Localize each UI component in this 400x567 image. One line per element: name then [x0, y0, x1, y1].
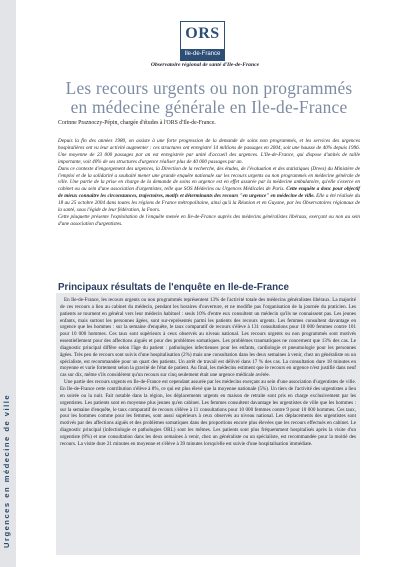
observatory-name: Observatoire régional de santé d'Ile-de-France	[150, 62, 260, 68]
results-paragraph: En Ile-de-France, les recours urgents ou non programmés représentent 13% de l'activité totale des médecins généralistes libéraux. La majorité de ces recours a lieu au cabinet du médecin, pendant les horaires d'ouverture, et ne modifie pas l'organisation de la journée du praticien. Les patients se tournent en général vers leur médecin habituel : seuls 10% d'entre eux consultent un médecin qu'ils ne connaissent pas. Les jeunes enfants, mais surtout les personnes âgées, sont sur-représentés parmi les patients des recours urgents. Les femmes consultent davantage en urgence que les hommes : sur la semaine d'enquête, le taux comparatif de recours s'élève à 131 consultations pour 10 000 femmes contre 101 pour 10 000 hommes. Ces taux sont supérieurs à ceux observés au niveau national. Les recours urgents ou non programmés sont motivés essentiellement pour des affections aiguës et pour des problèmes somatiques. Les problèmes traumatiques ne concernent que 13% des cas. Le diagnostic principal diffère selon l'âge du patient : pathologies infectieuses pour les enfants, cardiologie et pneumologie pour les personnes âgées. Très peu de recours sont suivis d'une hospitalisation (2%) mais une consultation dans les deux semaines à venir, chez un généraliste ou un spécialiste, est recommandée pour un quart des patients. Un arrêt de travail est délivré dans 17 % des cas. La consultation dure 18 minutes en moyenne et varie fortement selon la gravité de l'état de patient. Au final, les médecins estiment que le recours en urgence n'est justifié dans neuf cas sur dix, même s'ils considèrent qu'un recours sur cinq seulement était une urgence médicale avérée.	[60, 297, 356, 379]
intro-paragraph	[58, 166, 360, 214]
ors-logo	[180, 21, 225, 61]
intro-paragraph	[58, 214, 360, 228]
results-box	[56, 293, 360, 555]
intro-p2-bold-text: Cette enquête a donc pour objectif de mieux connaître les circonstances, trajectoires, motifs et déterminants des recours "en urgence" en médecine de ville.	[58, 186, 360, 200]
intro-p1-text: Depuis la fin des années 1980, on assiste à une forte progression de la demande de soins non programmés, et les services des urgences hospitalières ont vu leur activité augmenter : ces structures ont enregistré 14 millions de passages en 2004, soit une hausse de 40% depuis 1996. Une moyenne de 23 000 passages par an est enregistrée par unité d'accueil des urgences. L'Ile-de-France, qui dispose d'unités de taille importante, voit 40% de ses structures d'urgence réaliser plus de 40 000 passages par an.	[58, 138, 360, 165]
logo-acronym: ORS	[185, 25, 220, 42]
intro-text	[58, 138, 360, 228]
section-title: Principaux résultats de l'enquête en Ile-de-France	[58, 282, 289, 293]
results-text	[60, 297, 356, 553]
intro-p2-text: Dans ce contexte d'engorgement des urgences, la Direction de la recherche, des études, de l'évaluation et des statistiques (Drees) du Ministère de l'emploi et de la solidarité a souhaité mener une grande enquête nationale sur les recours urgents ou non programmés en médecine générale de ville. Une partie de la prise en charge de la demande de soins en urgence est en effet assurée par la médecine ambulatoire, qu'elle s'exerce en cabinet ou au sein d'une association d'urgentistes, telle que SOS Médecins ou Urgences Médicales de Paris.	[58, 165, 360, 193]
author-line: Corinne Praznoczy-Pépin, chargée d'études à l'ORS d'Ile-de-France.	[58, 120, 216, 126]
intro-p3-text: Cette plaquette présente l'exploitation de l'enquête menée en Ile-de-France auprès des médecins généralistes libéraux, exerçant ou non au sein d'une association d'urgentistes.	[58, 213, 360, 227]
logo-region: Ile-de-France	[181, 49, 224, 60]
results-paragraph: Une partie des recours urgents en Ile-de-France est cependant assurée par les médecins exerçant au sein d'une association d'urgentistes de ville. En Ile-de-France cette contribution s'élève à 8%, ce qui est plus élevé que la moyenne nationale (5%). Un tiers de l'activité des urgentistes a lieu en soirée ou la nuit. Fait notable dans la région, les déplacements urgents en maison de retraite sont pris en charge exclusivement par les urgentistes. Les patients sont en moyenne plus jeunes qu'en cabinet. Les femmes consultent davantage les urgentistes de ville que les hommes : sur la semaine d'enquête, le taux comparatif de recours s'élève à 11 consultations pour 10 000 femmes contre 9 pour 10 000 hommes. Ces taux, pour les hommes comme pour les femmes, sont aussi supérieurs à ceux observés au niveau national. Les déplacements des urgentistes sont motivés par des affections aiguës et des problèmes somatiques dans des proportions encore plus élevées que les recours effectués en cabinet. Le diagnostic principal (infectiologie et pathologies ORL) sont les mêmes. Les patients sont plus fréquemment hospitalisés après la visite d'un urgentiste (8%) et une consultation dans les deux semaines à venir, chez un généraliste ou un spécialiste, est recommandée pour la moitié des recours. La visite dure 21 minutes en moyenne et s'élève à 39 minutes lorsqu'elle est suivie d'une hospitalisation immédiate.	[60, 379, 356, 447]
document-title: Les recours urgents ou non programmés en médecine générale en Ile-de-France	[65, 78, 353, 117]
side-banner	[0, 0, 16, 567]
side-banner-text: Urgences en médecine de ville	[2, 393, 11, 548]
intro-p2-end-text: Elle a été réalisée du 18 au 25 octobre 2004 dans toutes les régions de France métropolitaine, ainsi qu'à la Réunion et en Guyane, par les Observatoires régionaux de la santé, sous l'égide de leur fédération, la Fnors.	[58, 193, 360, 214]
intro-paragraph	[58, 138, 360, 166]
